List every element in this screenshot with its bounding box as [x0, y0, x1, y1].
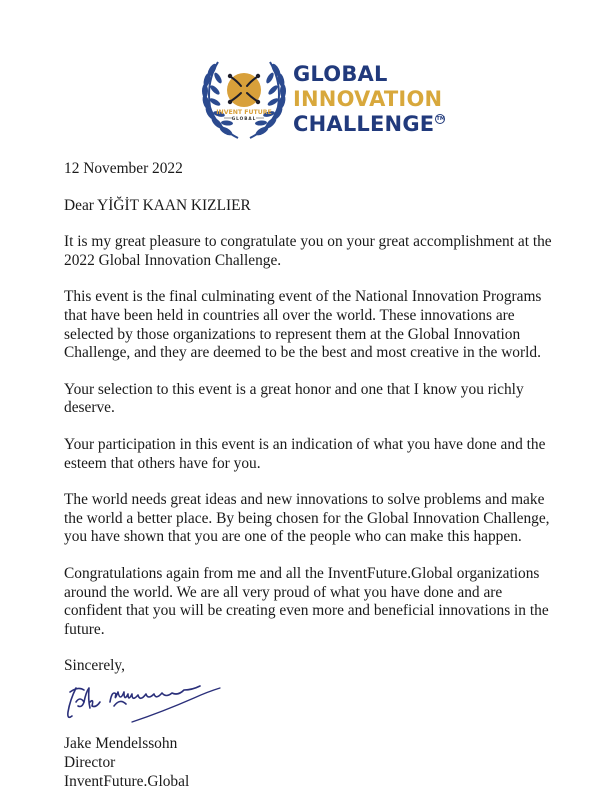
letter-paragraph: The world needs great ideas and new innovations to solve problems and make the world a better place. By being chosen for the Global Innovation Challenge, you have shown that you are one of the people who can make this happen.: [64, 491, 550, 546]
letter-paragraph: Congratulations again from me and all the InventFuture.Global organizations around the world. We are all very proud of what you have done and are confident that you will be creating even more and beneficial innovations in the future.: [64, 564, 549, 638]
letter-body: [64, 160, 554, 791]
emblem-text-bottom: GLOBAL: [231, 116, 257, 121]
letter-paragraph: Your participation in this event is an indication of what you have done and the esteem that others have for you.: [64, 435, 546, 472]
letter-paragraph: This event is the final culminating event of the National Innovation Programs that have been held in countries all over the world. These innovations are selected by those organizations to represent them at the Global Innovation Challenge, and they are deemed to be the best and most creative in the world.: [64, 288, 542, 362]
signer-name: Jake Mendelssohn: [64, 735, 178, 753]
signer-title: Director: [64, 754, 116, 772]
signature-icon: [62, 678, 232, 730]
letter-closing: Sincerely,: [64, 657, 125, 675]
global-innovation-challenge-logo: [198, 52, 458, 142]
logo-wordmark: [293, 62, 445, 137]
letter-paragraph: It is my great pleasure to congratulate you on your great accomplishment at the 2022 Global Innovation Challenge.: [64, 233, 552, 269]
wordmark-line-innovation: INNOVATION: [293, 87, 443, 111]
wordmark-line-challenge: [293, 112, 445, 137]
signer-block: [64, 735, 554, 791]
letter-date: 12 November 2022: [64, 160, 183, 177]
laurel-emblem-icon: [198, 52, 290, 142]
wordmark-line-global: GLOBAL: [293, 62, 388, 86]
letter-paragraph: Your selection to this event is a great honor and one that I know you richly deserve.: [64, 380, 524, 417]
letter-salutation: Dear YİĞİT KAAN KIZLIER: [64, 196, 251, 214]
wordmark-challenge-text: CHALLENGE: [293, 112, 435, 136]
signer-organization: InventFuture.Global: [64, 772, 190, 790]
emblem-text-top: INVENT FUTURE: [216, 109, 272, 116]
trademark-icon: TM: [436, 116, 446, 122]
